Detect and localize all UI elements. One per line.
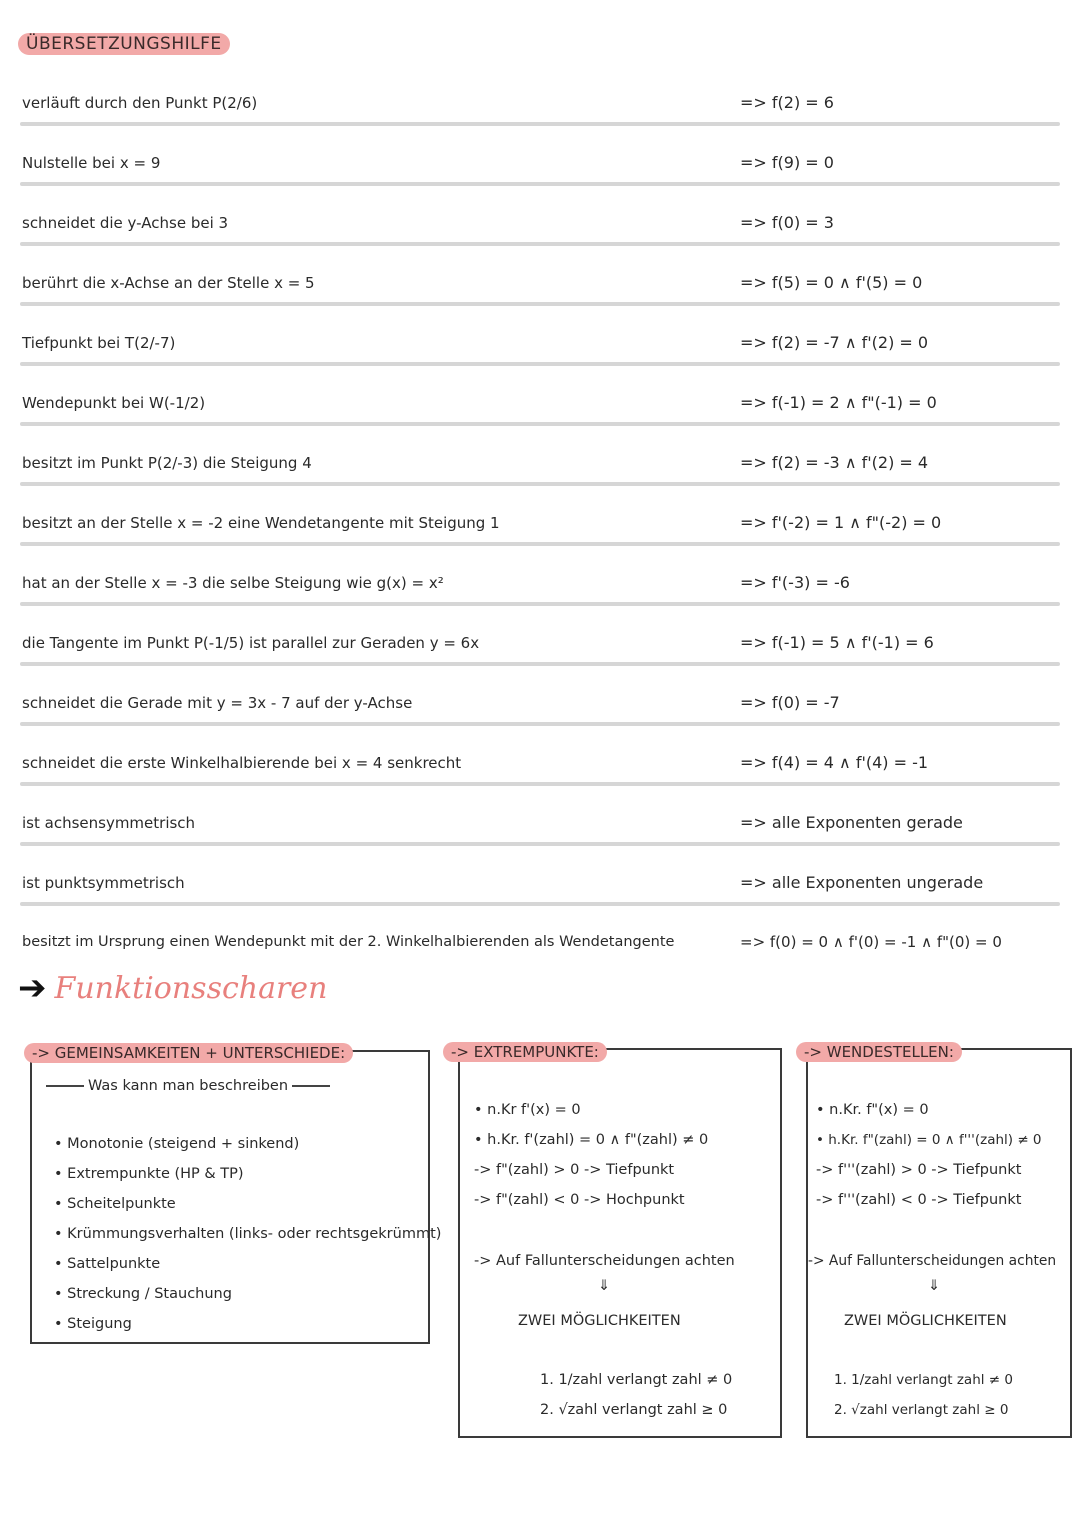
condition-text: ist punktsymmetrisch <box>22 874 185 892</box>
list-item <box>0 620 1080 680</box>
box-line: • h.Kr. f'(zahl) = 0 ∧ f"(zahl) ≠ 0 <box>474 1132 709 1148</box>
case-line: 2. √zahl verlangt zahl ≥ 0 <box>540 1402 728 1418</box>
divider <box>20 122 1060 126</box>
list-item <box>0 860 1080 920</box>
equation-text: => f(-1) = 5 ∧ f'(-1) = 6 <box>740 633 934 652</box>
page-title: ÜBERSETZUNGSHILFE <box>18 33 230 55</box>
condition-text: Nulstelle bei x = 9 <box>22 154 161 172</box>
condition-text: berührt die x-Achse an der Stelle x = 5 <box>22 274 315 292</box>
equation-text: => alle Exponenten ungerade <box>740 873 984 892</box>
equation-text: => f(9) = 0 <box>740 153 834 172</box>
box-heading-inflection: -> WENDESTELLEN: <box>796 1042 962 1062</box>
list-item: • Streckung / Stauchung <box>54 1286 232 1302</box>
list-item: • Extrempunkte (HP & TP) <box>54 1166 244 1182</box>
list-item: • Monotonie (steigend + sinkend) <box>54 1136 300 1152</box>
box-note: -> Auf Fallunterscheidungen achten <box>808 1253 1057 1269</box>
box-possibilities: ZWEI MÖGLICHKEITEN <box>518 1313 681 1329</box>
equation-text: => alle Exponenten gerade <box>740 813 963 832</box>
box-line: • n.Kr f'(x) = 0 <box>474 1102 581 1118</box>
divider <box>20 902 1060 906</box>
list-item <box>0 740 1080 800</box>
arrow-right-icon: ➔ <box>18 968 47 1008</box>
equation-text: => f(5) = 0 ∧ f'(5) = 0 <box>740 273 923 292</box>
section-title: Funktionsscharen <box>54 970 328 1006</box>
divider <box>20 542 1060 546</box>
divider <box>20 782 1060 786</box>
list-item <box>0 800 1080 860</box>
list-item: • Scheitelpunkte <box>54 1196 176 1212</box>
list-item <box>0 320 1080 380</box>
divider <box>20 722 1060 726</box>
condition-text: hat an der Stelle x = -3 die selbe Steigung wie g(x) = x² <box>22 574 444 592</box>
case-line: 1. 1/zahl verlangt zahl ≠ 0 <box>540 1372 733 1388</box>
divider <box>20 242 1060 246</box>
down-arrow-icon: ⇓ <box>928 1278 941 1294</box>
box-possibilities: ZWEI MÖGLICHKEITEN <box>844 1313 1007 1329</box>
equation-text: => f(4) = 4 ∧ f'(4) = -1 <box>740 753 929 772</box>
list-item <box>0 80 1080 140</box>
divider <box>20 662 1060 666</box>
box-line: -> f'''(zahl) > 0 -> Tiefpunkt <box>816 1162 1022 1178</box>
box-heading-extrema: -> EXTREMPUNKTE: <box>443 1042 607 1062</box>
condition-text: die Tangente im Punkt P(-1/5) ist parallel zur Geraden y = 6x <box>22 634 480 652</box>
equation-text: => f(0) = 0 ∧ f'(0) = -1 ∧ f"(0) = 0 <box>740 933 1002 951</box>
equation-text: => f'(-2) = 1 ∧ f"(-2) = 0 <box>740 513 942 532</box>
divider <box>20 302 1060 306</box>
condition-text: besitzt im Ursprung einen Wendepunkt mit der 2. Winkelhalbierenden als Wendetangente <box>22 934 675 950</box>
equation-text: => f(0) = 3 <box>740 213 834 232</box>
list-item: • Steigung <box>54 1316 132 1332</box>
inflection-box <box>806 1048 1072 1438</box>
list-item <box>0 440 1080 500</box>
list-item: • Sattelpunkte <box>54 1256 161 1272</box>
box-line: -> f"(zahl) < 0 -> Hochpunkt <box>474 1192 685 1208</box>
case-line: 1. 1/zahl verlangt zahl ≠ 0 <box>834 1372 1013 1388</box>
equation-text: => f(-1) = 2 ∧ f"(-1) = 0 <box>740 393 937 412</box>
condition-text: besitzt im Punkt P(2/-3) die Steigung 4 <box>22 454 312 472</box>
case-line: 2. √zahl verlangt zahl ≥ 0 <box>834 1402 1009 1418</box>
condition-text: ist achsensymmetrisch <box>22 814 196 832</box>
box-heading-commonalities: -> GEMEINSAMKEITEN + UNTERSCHIEDE: <box>24 1043 353 1063</box>
divider <box>20 602 1060 606</box>
list-item <box>0 500 1080 560</box>
box-line: -> f'''(zahl) < 0 -> Tiefpunkt <box>816 1192 1022 1208</box>
list-item <box>0 380 1080 440</box>
divider <box>20 182 1060 186</box>
condition-text: verläuft durch den Punkt P(2/6) <box>22 94 258 112</box>
translation-list <box>0 80 1080 980</box>
list-item: • Krümmungsverhalten (links- oder rechtsgekrümmt) <box>54 1226 442 1242</box>
condition-text: schneidet die y-Achse bei 3 <box>22 214 229 232</box>
equation-text: => f'(-3) = -6 <box>740 573 850 592</box>
equation-text: => f(2) = 6 <box>740 93 834 112</box>
condition-text: Tiefpunkt bei T(2/-7) <box>22 334 176 352</box>
condition-text: schneidet die erste Winkelhalbierende bei x = 4 senkrecht <box>22 754 462 772</box>
equation-text: => f(0) = -7 <box>740 693 840 712</box>
divider <box>20 362 1060 366</box>
section-heading <box>18 968 327 1008</box>
extrema-box <box>458 1048 782 1438</box>
box-note: -> Auf Fallunterscheidungen achten <box>474 1253 735 1269</box>
list-item <box>0 560 1080 620</box>
equation-text: => f(2) = -7 ∧ f'(2) = 0 <box>740 333 929 352</box>
list-item <box>0 680 1080 740</box>
box-subheading: Was kann man beschreiben <box>42 1078 334 1094</box>
list-item <box>0 200 1080 260</box>
commonalities-box <box>30 1050 442 1344</box>
box-line: -> f"(zahl) > 0 -> Tiefpunkt <box>474 1162 675 1178</box>
box-line: • h.Kr. f"(zahl) = 0 ∧ f'''(zahl) ≠ 0 <box>816 1132 1042 1148</box>
divider <box>20 482 1060 486</box>
condition-text: schneidet die Gerade mit y = 3x - 7 auf der y-Achse <box>22 694 413 712</box>
box-line: • n.Kr. f"(x) = 0 <box>816 1102 929 1118</box>
down-arrow-icon: ⇓ <box>598 1278 611 1294</box>
divider <box>20 422 1060 426</box>
list-item <box>0 260 1080 320</box>
condition-text: besitzt an der Stelle x = -2 eine Wendetangente mit Steigung 1 <box>22 514 500 532</box>
divider <box>20 842 1060 846</box>
list-item <box>0 140 1080 200</box>
condition-text: Wendepunkt bei W(-1/2) <box>22 394 206 412</box>
equation-text: => f(2) = -3 ∧ f'(2) = 4 <box>740 453 929 472</box>
feature-list <box>54 1136 441 1346</box>
